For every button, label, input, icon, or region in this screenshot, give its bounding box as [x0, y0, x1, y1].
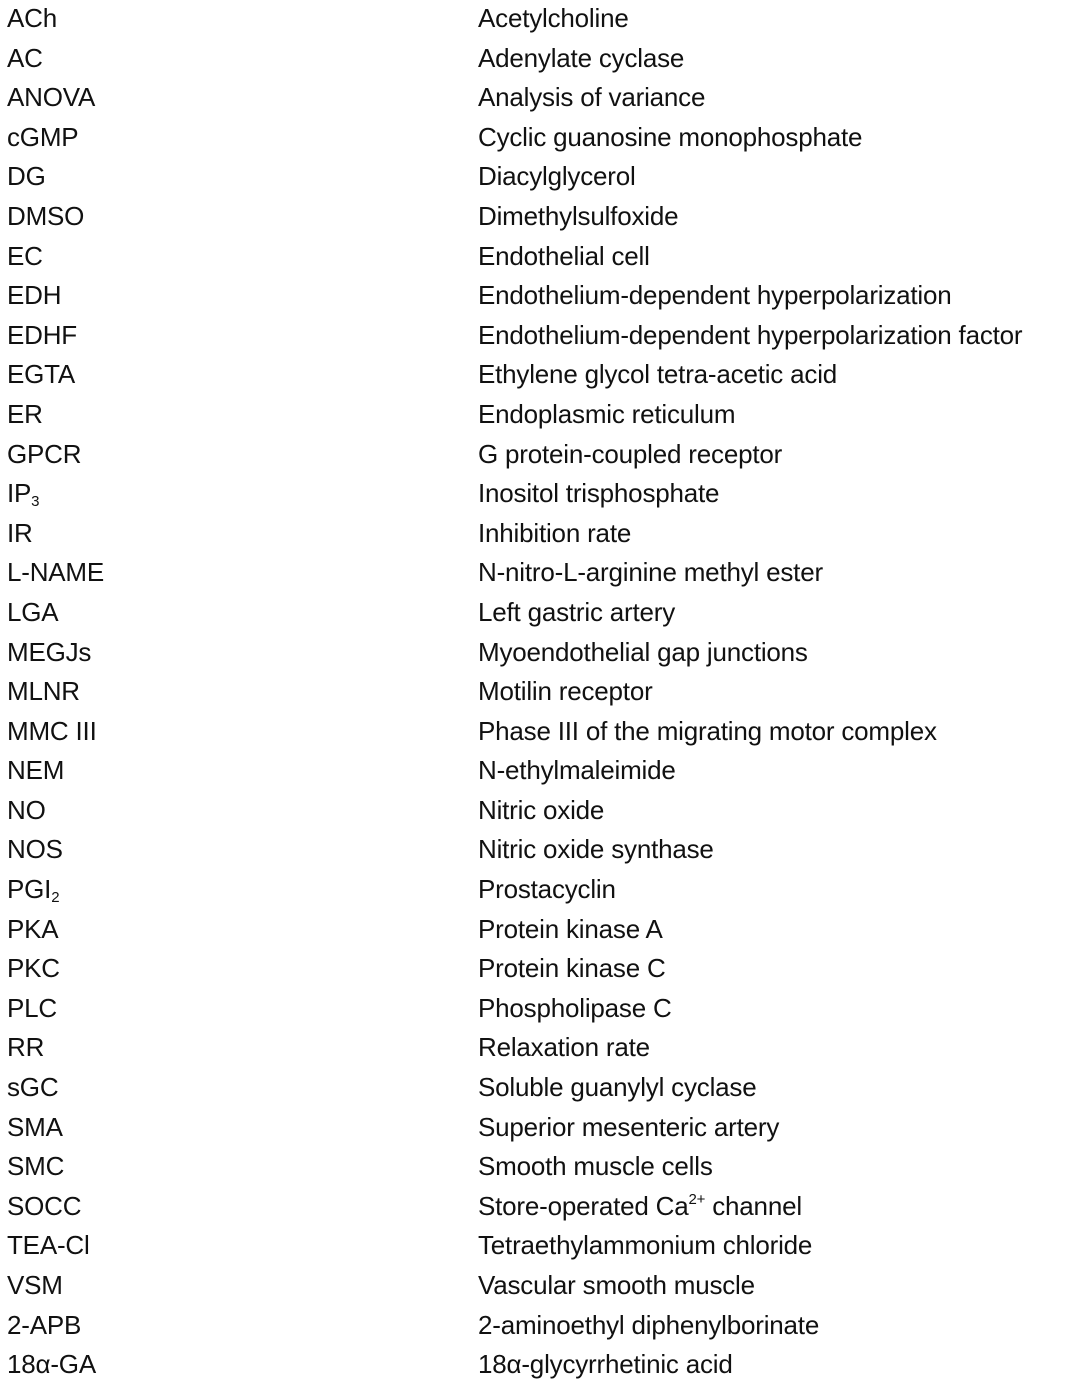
abbreviation-term [7, 1069, 58, 1105]
abbreviation-term-text: VSM [7, 1270, 63, 1300]
abbreviation-definition [478, 1029, 650, 1065]
abbreviation-term-text: SMA [7, 1111, 63, 1142]
abbreviation-row [0, 40, 1088, 80]
abbreviation-term [7, 950, 60, 986]
abbreviation-definition [478, 198, 678, 234]
abbreviation-definition [478, 79, 705, 115]
abbreviation-term-text: ANOVA [7, 82, 96, 113]
abbreviation-definition [478, 634, 808, 670]
abbreviation-term-text: MLNR [7, 676, 80, 707]
abbreviation-term-text: RR [7, 1032, 45, 1063]
abbreviation-definition [478, 950, 666, 986]
abbreviation-definition-text: Inhibition rate [478, 517, 632, 548]
abbreviation-term-text: DG [7, 161, 46, 192]
abbreviation-term [7, 277, 61, 313]
abbreviation-term [7, 1109, 63, 1145]
abbreviation-term [7, 198, 84, 234]
abbreviation-definition-text: Store-operated Ca [478, 1190, 689, 1221]
abbreviation-row [0, 396, 1088, 436]
abbreviation-definition-text: Endoplasmic reticulum [478, 398, 736, 429]
abbreviation-definition-text: Endothelium-dependent hyperpolarization [478, 280, 952, 311]
abbreviation-row [0, 1029, 1088, 1069]
abbreviation-definition-text: Adenylate cyclase [478, 42, 685, 73]
abbreviation-definition [478, 119, 862, 155]
abbreviation-row [0, 475, 1088, 515]
abbreviation-row [0, 594, 1088, 634]
abbreviation-term [7, 1148, 64, 1184]
abbreviation-row [0, 198, 1088, 238]
abbreviation-definition-text: Protein kinase A [478, 913, 663, 944]
abbreviation-term [7, 673, 80, 709]
abbreviation-row [0, 911, 1088, 951]
abbreviation-definition [478, 158, 636, 194]
abbreviation-definition-text: Dimethylsulfoxide [478, 200, 679, 231]
abbreviation-definition [478, 436, 782, 472]
abbreviation-definition-text: Smooth muscle cells [478, 1151, 713, 1182]
abbreviation-definition-text: Inositol trisphosphate [478, 478, 720, 509]
abbreviation-definition-text: Tetraethylammonium chloride [478, 1230, 813, 1261]
abbreviation-term-text: NEM [7, 755, 65, 786]
abbreviation-row [0, 713, 1088, 753]
abbreviation-definition [478, 238, 650, 274]
abbreviation-term [7, 396, 43, 432]
abbreviation-row [0, 752, 1088, 792]
abbreviation-definition-text: Motilin receptor [478, 676, 653, 707]
abbreviation-term [7, 158, 46, 194]
abbreviation-definition [478, 1069, 756, 1105]
abbreviation-row [0, 673, 1088, 713]
abbreviation-definition-text: Analysis of variance [478, 82, 706, 113]
abbreviation-row [0, 79, 1088, 119]
abbreviation-term [7, 713, 97, 749]
abbreviation-row [0, 831, 1088, 871]
abbreviation-term-text: EDH [7, 280, 62, 311]
abbreviation-term-text: EGTA [7, 359, 76, 390]
abbreviation-definition [478, 792, 604, 828]
abbreviation-term [7, 238, 43, 274]
abbreviation-term-text: MEGJs [7, 636, 92, 667]
abbreviation-term-text: L-NAME [7, 557, 105, 588]
abbreviation-term-text: SMC [7, 1151, 65, 1182]
abbreviation-term [7, 871, 59, 907]
abbreviation-term-text: ACh [7, 3, 57, 33]
abbreviation-term [7, 1029, 44, 1065]
abbreviation-term-text: 2-APB [7, 1309, 82, 1340]
abbreviation-row [0, 1109, 1088, 1149]
abbreviation-term [7, 831, 63, 867]
abbreviation-row [0, 0, 1088, 40]
abbreviation-term-text: PGI [7, 874, 52, 905]
abbreviation-definition-text: Soluble guanylyl cyclase [478, 1072, 757, 1103]
abbreviation-row [0, 356, 1088, 396]
abbreviation-term-text: AC [7, 42, 43, 73]
abbreviation-term [7, 475, 39, 511]
abbreviation-row [0, 1346, 1088, 1386]
abbreviation-term [7, 515, 33, 551]
abbreviation-term [7, 317, 77, 353]
abbreviation-definition [478, 1307, 819, 1343]
abbreviation-term [7, 356, 75, 392]
abbreviation-definition-text: Endothelial cell [478, 240, 650, 271]
abbreviation-definition-text: Endothelium-dependent hyperpolarization factor [478, 319, 1023, 350]
abbreviation-definition-text: Nitric oxide synthase [478, 834, 714, 865]
abbreviation-definition [478, 396, 735, 432]
abbreviation-term-subscript: 3 [31, 493, 40, 511]
abbreviation-row [0, 1307, 1088, 1347]
abbreviation-term [7, 752, 64, 788]
abbreviation-definition-text: Prostacyclin [478, 874, 616, 905]
abbreviation-term-text: EC [7, 240, 43, 271]
abbreviation-definition [478, 515, 631, 551]
abbreviation-definition [478, 673, 653, 709]
abbreviation-definition [478, 317, 1022, 353]
abbreviation-term-text: GPCR [7, 438, 82, 469]
abbreviation-term [7, 79, 95, 115]
abbreviation-term [7, 911, 58, 947]
abbreviation-term-text: sGC [7, 1072, 59, 1103]
abbreviation-term-text: LGA [7, 596, 59, 627]
abbreviation-row [0, 1148, 1088, 1188]
abbreviation-definition [478, 40, 684, 76]
abbreviation-definition-text: Nitric oxide [478, 794, 605, 825]
abbreviation-definition-text: Left gastric artery [478, 596, 676, 627]
abbreviation-definition-text: N-nitro-L-arginine methyl ester [478, 557, 823, 588]
abbreviation-term-text: PKC [7, 953, 60, 984]
abbreviation-definition [478, 831, 714, 867]
abbreviation-definition-text: Vascular smooth muscle [478, 1270, 755, 1300]
abbreviation-definition [478, 752, 676, 788]
abbreviation-definition-text: Phospholipase C [478, 992, 672, 1023]
abbreviation-definition-text: 2-aminoethyl diphenylborinate [478, 1309, 820, 1340]
abbreviation-definition-text: Superior mesenteric artery [478, 1111, 780, 1142]
abbreviation-definition [478, 1267, 755, 1303]
abbreviation-term-text: EDHF [7, 319, 77, 350]
abbreviation-definition [478, 871, 616, 907]
abbreviation-row [0, 1188, 1088, 1228]
abbreviation-row [0, 436, 1088, 476]
abbreviation-definition-text: Diacylglycerol [478, 161, 636, 192]
abbreviation-term-text: IP [7, 478, 32, 509]
abbreviation-row [0, 158, 1088, 198]
abbreviation-definition-text: Ethylene glycol tetra-acetic acid [478, 359, 838, 390]
abbreviation-definition [478, 277, 952, 313]
abbreviation-row [0, 990, 1088, 1030]
abbreviation-term [7, 40, 43, 76]
abbreviation-term [7, 792, 46, 828]
abbreviation-term [7, 1227, 90, 1263]
abbreviation-term-text: TEA-Cl [7, 1230, 90, 1261]
abbreviation-term-text: ER [7, 398, 43, 429]
abbreviation-definition [478, 594, 675, 630]
abbreviation-term [7, 1188, 81, 1224]
abbreviation-row [0, 119, 1088, 159]
abbreviation-row [0, 871, 1088, 911]
abbreviation-term-text: IR [7, 517, 33, 548]
abbreviation-definition-text: Cyclic guanosine monophosphate [478, 121, 863, 152]
abbreviation-term-text: SOCC [7, 1190, 82, 1221]
abbreviation-row [0, 554, 1088, 594]
abbreviation-row [0, 950, 1088, 990]
abbreviation-definition-text: Phase III of the migrating motor complex [478, 715, 937, 746]
abbreviation-definition [478, 990, 672, 1026]
abbreviation-term-subscript: 2 [51, 889, 60, 907]
abbreviation-definition [478, 1188, 802, 1224]
abbreviation-term [7, 990, 57, 1026]
abbreviation-term [7, 119, 78, 155]
abbreviation-definition [478, 1109, 779, 1145]
abbreviation-row [0, 277, 1088, 317]
abbreviation-term-text: 18α-GA [7, 1349, 96, 1380]
abbreviation-row [0, 634, 1088, 674]
abbreviation-term [7, 634, 91, 670]
abbreviation-definition-text: Protein kinase C [478, 953, 666, 984]
abbreviation-definition [478, 475, 719, 511]
abbreviation-definition [478, 356, 837, 392]
abbreviation-row [0, 1267, 1088, 1307]
abbreviation-term-text: PKA [7, 913, 59, 944]
abbreviation-definition-text: 18α-glycyrrhetinic acid [478, 1349, 733, 1380]
abbreviation-term [7, 1307, 81, 1343]
abbreviation-row [0, 515, 1088, 555]
abbreviation-row [0, 792, 1088, 832]
abbreviation-row [0, 1069, 1088, 1109]
abbreviation-term-text: NO [7, 794, 46, 825]
abbreviation-row [0, 238, 1088, 278]
abbreviation-term [7, 554, 104, 590]
abbreviation-term [7, 1346, 96, 1382]
abbreviation-term-text: MMC III [7, 715, 97, 746]
abbreviation-definition [478, 1227, 812, 1263]
abbreviation-term-text: PLC [7, 992, 57, 1023]
abbreviation-row [0, 1227, 1088, 1267]
abbreviation-term [7, 594, 58, 630]
abbreviation-definition-text: N-ethylmaleimide [478, 755, 676, 786]
abbreviation-term [7, 436, 81, 472]
abbreviation-definition [478, 1148, 713, 1184]
abbreviation-definition-text: Myoendothelial gap junctions [478, 636, 808, 667]
abbreviation-definition [478, 1346, 733, 1382]
abbreviation-row [0, 317, 1088, 357]
abbreviation-definition-suffix: channel [705, 1190, 802, 1221]
abbreviation-definition [478, 713, 937, 749]
abbreviation-definition [478, 911, 663, 947]
abbreviation-definition-text: G protein-coupled receptor [478, 438, 783, 469]
abbreviation-term-text: cGMP [7, 121, 79, 152]
abbreviation-term-text: NOS [7, 834, 63, 865]
abbreviation-definition-text: Relaxation rate [478, 1032, 650, 1063]
abbreviation-term [7, 1267, 63, 1303]
abbreviation-definition [478, 0, 629, 36]
abbreviation-definition-superscript: 2+ [688, 1190, 706, 1208]
abbreviation-term-text: DMSO [7, 200, 85, 231]
abbreviation-definition [478, 554, 823, 590]
abbreviation-definition-text: Acetylcholine [478, 3, 629, 33]
abbreviation-term [7, 0, 57, 36]
